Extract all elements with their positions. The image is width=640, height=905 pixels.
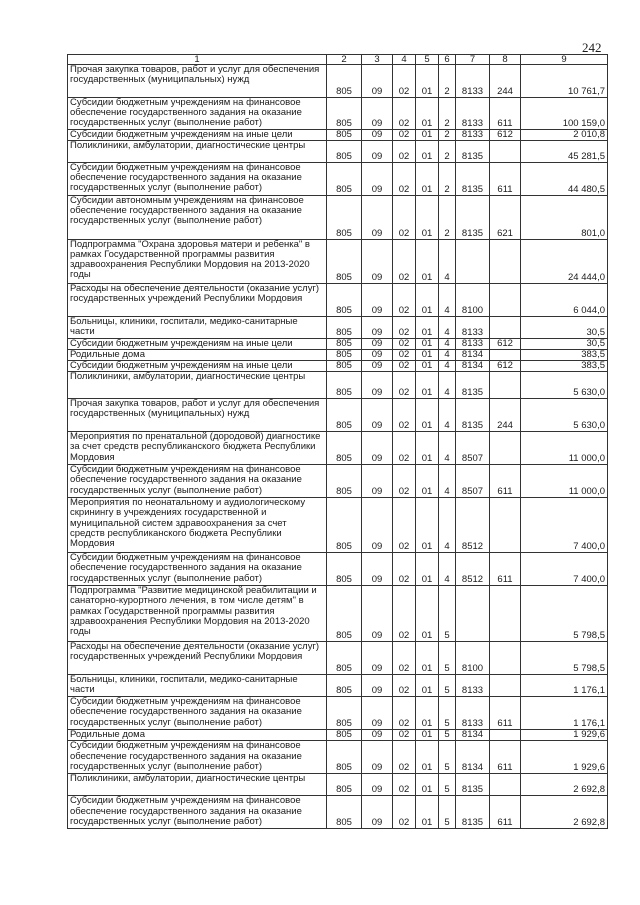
cell-c9: 383,5 xyxy=(521,350,608,361)
cell-c6: 2 xyxy=(439,130,456,141)
table-row xyxy=(68,163,608,196)
cell-c7: 8133 xyxy=(456,317,490,339)
row-name: Больницы, клиники, госпитали, медико-санитарные части xyxy=(68,317,327,339)
cell-c6: 5 xyxy=(439,774,456,796)
cell-c5: 01 xyxy=(416,697,439,730)
cell-c7: 8135 xyxy=(456,163,490,196)
cell-c5: 01 xyxy=(416,730,439,741)
cell-c2: 805 xyxy=(327,432,362,465)
cell-c3: 09 xyxy=(362,372,393,399)
cell-c5: 01 xyxy=(416,372,439,399)
cell-c8: 621 xyxy=(490,196,521,240)
cell-c4: 02 xyxy=(393,361,416,372)
cell-c5: 01 xyxy=(416,350,439,361)
table-body xyxy=(68,65,608,829)
header-cell: 5 xyxy=(416,55,439,65)
row-name: Субсидии бюджетным учреждениям на финансовое обеспечение государственного задания на оказание государственных услуг (выполнение работ) xyxy=(68,98,327,130)
cell-c8: 244 xyxy=(490,65,521,98)
cell-c4: 02 xyxy=(393,284,416,317)
cell-c2: 805 xyxy=(327,65,362,98)
cell-c4: 02 xyxy=(393,697,416,730)
table-row xyxy=(68,361,608,372)
cell-c5: 01 xyxy=(416,675,439,697)
cell-c8 xyxy=(490,141,521,163)
cell-c9: 11 000,0 xyxy=(521,465,608,498)
cell-c6: 5 xyxy=(439,675,456,697)
cell-c5: 01 xyxy=(416,163,439,196)
cell-c2: 805 xyxy=(327,98,362,130)
page-number: 242 xyxy=(582,40,602,55)
row-name: Поликлиники, амбулатории, диагностические центры xyxy=(68,372,327,399)
cell-c4: 02 xyxy=(393,399,416,432)
cell-c9: 1 176,1 xyxy=(521,697,608,730)
cell-c2: 805 xyxy=(327,141,362,163)
cell-c3: 09 xyxy=(362,65,393,98)
cell-c6: 5 xyxy=(439,741,456,774)
cell-c2: 805 xyxy=(327,339,362,350)
cell-c5: 01 xyxy=(416,240,439,284)
cell-c6: 4 xyxy=(439,372,456,399)
cell-c5: 01 xyxy=(416,130,439,141)
cell-c3: 09 xyxy=(362,730,393,741)
cell-c2: 805 xyxy=(327,361,362,372)
cell-c4: 02 xyxy=(393,730,416,741)
budget-table xyxy=(67,54,608,829)
cell-c2: 805 xyxy=(327,642,362,675)
cell-c3: 09 xyxy=(362,350,393,361)
header-cell: 2 xyxy=(327,55,362,65)
header-row xyxy=(68,55,608,65)
cell-c9: 44 480,5 xyxy=(521,163,608,196)
cell-c8 xyxy=(490,675,521,697)
row-name: Мероприятия по неонатальному и аудиологическому скринингу в учреждениях государственной и муниципальной систем здравоохранения за счет средств республиканского бюджета Республики Мордовия xyxy=(68,498,327,553)
cell-c5: 01 xyxy=(416,498,439,553)
cell-c6: 4 xyxy=(439,432,456,465)
cell-c7: 8100 xyxy=(456,284,490,317)
cell-c3: 09 xyxy=(362,774,393,796)
header-cell: 1 xyxy=(68,55,327,65)
cell-c4: 02 xyxy=(393,141,416,163)
cell-c2: 805 xyxy=(327,284,362,317)
cell-c6: 2 xyxy=(439,98,456,130)
row-name: Прочая закупка товаров, работ и услуг для обеспечения государственных (муниципальных) нужд xyxy=(68,65,327,98)
cell-c9: 100 159,0 xyxy=(521,98,608,130)
cell-c7: 8135 xyxy=(456,372,490,399)
cell-c7: 8133 xyxy=(456,697,490,730)
cell-c3: 09 xyxy=(362,361,393,372)
table-row xyxy=(68,465,608,498)
cell-c3: 09 xyxy=(362,796,393,829)
cell-c6: 5 xyxy=(439,586,456,642)
cell-c5: 01 xyxy=(416,553,439,586)
cell-c5: 01 xyxy=(416,399,439,432)
cell-c9: 5 630,0 xyxy=(521,399,608,432)
cell-c3: 09 xyxy=(362,240,393,284)
cell-c2: 805 xyxy=(327,553,362,586)
cell-c5: 01 xyxy=(416,284,439,317)
cell-c9: 24 444,0 xyxy=(521,240,608,284)
table-row xyxy=(68,350,608,361)
cell-c8: 244 xyxy=(490,399,521,432)
cell-c3: 09 xyxy=(362,317,393,339)
table-row xyxy=(68,339,608,350)
cell-c8 xyxy=(490,432,521,465)
cell-c8: 611 xyxy=(490,796,521,829)
cell-c3: 09 xyxy=(362,399,393,432)
cell-c9: 801,0 xyxy=(521,196,608,240)
cell-c6: 5 xyxy=(439,796,456,829)
row-name: Субсидии бюджетным учреждениям на финансовое обеспечение государственного задания на оказание государственных услуг (выполнение работ) xyxy=(68,741,327,774)
table-row xyxy=(68,141,608,163)
cell-c8 xyxy=(490,774,521,796)
cell-c9: 5 798,5 xyxy=(521,642,608,675)
cell-c6: 2 xyxy=(439,141,456,163)
cell-c8 xyxy=(490,586,521,642)
cell-c6: 4 xyxy=(439,498,456,553)
cell-c2: 805 xyxy=(327,399,362,432)
cell-c2: 805 xyxy=(327,163,362,196)
cell-c4: 02 xyxy=(393,465,416,498)
cell-c4: 02 xyxy=(393,432,416,465)
header-cell: 8 xyxy=(490,55,521,65)
cell-c4: 02 xyxy=(393,675,416,697)
cell-c6: 2 xyxy=(439,196,456,240)
cell-c9: 7 400,0 xyxy=(521,553,608,586)
header-cell: 4 xyxy=(393,55,416,65)
cell-c6: 4 xyxy=(439,240,456,284)
cell-c8: 611 xyxy=(490,465,521,498)
cell-c8: 612 xyxy=(490,130,521,141)
cell-c4: 02 xyxy=(393,741,416,774)
cell-c6: 4 xyxy=(439,339,456,350)
cell-c3: 09 xyxy=(362,697,393,730)
cell-c7: 8512 xyxy=(456,498,490,553)
cell-c3: 09 xyxy=(362,432,393,465)
cell-c5: 01 xyxy=(416,741,439,774)
table-row xyxy=(68,796,608,829)
cell-c7: 8134 xyxy=(456,730,490,741)
cell-c9: 2 010,8 xyxy=(521,130,608,141)
cell-c8 xyxy=(490,498,521,553)
table-row xyxy=(68,240,608,284)
table-row xyxy=(68,697,608,730)
cell-c4: 02 xyxy=(393,65,416,98)
cell-c4: 02 xyxy=(393,796,416,829)
cell-c6: 4 xyxy=(439,399,456,432)
cell-c5: 01 xyxy=(416,361,439,372)
cell-c7: 8133 xyxy=(456,675,490,697)
cell-c5: 01 xyxy=(416,796,439,829)
cell-c2: 805 xyxy=(327,796,362,829)
table-row xyxy=(68,642,608,675)
cell-c4: 02 xyxy=(393,642,416,675)
row-name: Прочая закупка товаров, работ и услуг для обеспечения государственных (муниципальных) нужд xyxy=(68,399,327,432)
cell-c3: 09 xyxy=(362,163,393,196)
table-row xyxy=(68,317,608,339)
cell-c7 xyxy=(456,240,490,284)
cell-c4: 02 xyxy=(393,372,416,399)
cell-c5: 01 xyxy=(416,774,439,796)
cell-c9: 383,5 xyxy=(521,361,608,372)
table-row xyxy=(68,65,608,98)
cell-c2: 805 xyxy=(327,498,362,553)
cell-c8 xyxy=(490,317,521,339)
cell-c6: 4 xyxy=(439,361,456,372)
cell-c2: 805 xyxy=(327,697,362,730)
cell-c5: 01 xyxy=(416,98,439,130)
row-name: Субсидии бюджетным учреждениям на финансовое обеспечение государственного задания на оказание государственных услуг (выполнение работ) xyxy=(68,465,327,498)
cell-c3: 09 xyxy=(362,196,393,240)
table-row xyxy=(68,586,608,642)
cell-c2: 805 xyxy=(327,240,362,284)
cell-c9: 2 692,8 xyxy=(521,796,608,829)
cell-c6: 4 xyxy=(439,553,456,586)
cell-c7: 8135 xyxy=(456,141,490,163)
header-cell: 7 xyxy=(456,55,490,65)
table-row xyxy=(68,284,608,317)
cell-c7: 8512 xyxy=(456,553,490,586)
cell-c8: 611 xyxy=(490,98,521,130)
cell-c9: 45 281,5 xyxy=(521,141,608,163)
table-row xyxy=(68,741,608,774)
cell-c9: 6 044,0 xyxy=(521,284,608,317)
header-cell: 6 xyxy=(439,55,456,65)
cell-c8 xyxy=(490,730,521,741)
cell-c9: 7 400,0 xyxy=(521,498,608,553)
cell-c5: 01 xyxy=(416,642,439,675)
cell-c7: 8134 xyxy=(456,350,490,361)
cell-c2: 805 xyxy=(327,196,362,240)
cell-c7: 8135 xyxy=(456,796,490,829)
cell-c9: 30,5 xyxy=(521,339,608,350)
row-name: Субсидии автономным учреждениям на финансовое обеспечение государственного задания на оказание государственных услуг (выполнение работ) xyxy=(68,196,327,240)
row-name: Больницы, клиники, госпитали, медико-санитарные части xyxy=(68,675,327,697)
cell-c6: 2 xyxy=(439,65,456,98)
table-row xyxy=(68,130,608,141)
cell-c6: 5 xyxy=(439,697,456,730)
row-name: Родильные дома xyxy=(68,730,327,741)
cell-c6: 5 xyxy=(439,642,456,675)
cell-c2: 805 xyxy=(327,372,362,399)
table-row xyxy=(68,730,608,741)
cell-c7: 8135 xyxy=(456,774,490,796)
row-name: Мероприятия по пренатальной (дородовой) диагностике за счет средств республиканского бюджета Республики Мордовия xyxy=(68,432,327,465)
cell-c9: 1 176,1 xyxy=(521,675,608,697)
row-name: Поликлиники, амбулатории, диагностические центры xyxy=(68,141,327,163)
cell-c2: 805 xyxy=(327,586,362,642)
cell-c8: 611 xyxy=(490,163,521,196)
cell-c8 xyxy=(490,284,521,317)
table-row xyxy=(68,196,608,240)
cell-c7: 8133 xyxy=(456,65,490,98)
cell-c6: 4 xyxy=(439,284,456,317)
row-name: Подпрограмма "Охрана здоровья матери и ребенка" в рамках Государственной программы развития здравоохранения Республики Мордовия на 2013-2020 годы xyxy=(68,240,327,284)
cell-c3: 09 xyxy=(362,339,393,350)
cell-c9: 1 929,6 xyxy=(521,741,608,774)
cell-c5: 01 xyxy=(416,141,439,163)
cell-c2: 805 xyxy=(327,465,362,498)
row-name: Субсидии бюджетным учреждениям на иные цели xyxy=(68,339,327,350)
cell-c9: 5 798,5 xyxy=(521,586,608,642)
cell-c9: 30,5 xyxy=(521,317,608,339)
cell-c7: 8507 xyxy=(456,465,490,498)
cell-c7: 8133 xyxy=(456,339,490,350)
table-row xyxy=(68,675,608,697)
cell-c7: 8134 xyxy=(456,741,490,774)
cell-c2: 805 xyxy=(327,774,362,796)
table-row xyxy=(68,98,608,130)
cell-c3: 09 xyxy=(362,284,393,317)
cell-c5: 01 xyxy=(416,432,439,465)
cell-c4: 02 xyxy=(393,196,416,240)
cell-c8: 611 xyxy=(490,697,521,730)
header-cell: 9 xyxy=(521,55,608,65)
cell-c3: 09 xyxy=(362,553,393,586)
cell-c9: 10 761,7 xyxy=(521,65,608,98)
cell-c8 xyxy=(490,350,521,361)
row-name: Субсидии бюджетным учреждениям на иные цели xyxy=(68,361,327,372)
cell-c3: 09 xyxy=(362,98,393,130)
cell-c3: 09 xyxy=(362,675,393,697)
cell-c2: 805 xyxy=(327,317,362,339)
row-name: Субсидии бюджетным учреждениям на финансовое обеспечение государственного задания на оказание государственных услуг (выполнение работ) xyxy=(68,163,327,196)
cell-c2: 805 xyxy=(327,741,362,774)
cell-c5: 01 xyxy=(416,586,439,642)
cell-c6: 4 xyxy=(439,317,456,339)
cell-c2: 805 xyxy=(327,675,362,697)
cell-c6: 4 xyxy=(439,465,456,498)
cell-c4: 02 xyxy=(393,317,416,339)
row-name: Субсидии бюджетным учреждениям на иные цели xyxy=(68,130,327,141)
cell-c5: 01 xyxy=(416,317,439,339)
row-name: Субсидии бюджетным учреждениям на финансовое обеспечение государственного задания на оказание государственных услуг (выполнение работ) xyxy=(68,553,327,586)
cell-c3: 09 xyxy=(362,141,393,163)
row-name: Родильные дома xyxy=(68,350,327,361)
cell-c5: 01 xyxy=(416,65,439,98)
table-row xyxy=(68,774,608,796)
row-name: Расходы на обеспечение деятельности (оказание услуг) государственных учреждений Республики Мордовия xyxy=(68,284,327,317)
cell-c3: 09 xyxy=(362,130,393,141)
table-row xyxy=(68,432,608,465)
row-name: Поликлиники, амбулатории, диагностические центры xyxy=(68,774,327,796)
header-cell: 3 xyxy=(362,55,393,65)
cell-c7 xyxy=(456,586,490,642)
cell-c2: 805 xyxy=(327,730,362,741)
cell-c3: 09 xyxy=(362,498,393,553)
row-name: Субсидии бюджетным учреждениям на финансовое обеспечение государственного задания на оказание государственных услуг (выполнение работ) xyxy=(68,697,327,730)
row-name: Субсидии бюджетным учреждениям на финансовое обеспечение государственного задания на оказание государственных услуг (выполнение работ) xyxy=(68,796,327,829)
cell-c4: 02 xyxy=(393,339,416,350)
cell-c4: 02 xyxy=(393,98,416,130)
cell-c9: 5 630,0 xyxy=(521,372,608,399)
row-name: Подпрограмма "Развитие медицинской реабилитации и санаторно-курортного лечения, в том числе детям" в рамках Государственной программы развития здравоохранения Республики Мордовия на 2013-2020 годы xyxy=(68,586,327,642)
cell-c8: 611 xyxy=(490,553,521,586)
cell-c2: 805 xyxy=(327,130,362,141)
cell-c7: 8507 xyxy=(456,432,490,465)
table-row xyxy=(68,372,608,399)
cell-c8 xyxy=(490,372,521,399)
cell-c3: 09 xyxy=(362,642,393,675)
cell-c9: 2 692,8 xyxy=(521,774,608,796)
cell-c2: 805 xyxy=(327,350,362,361)
cell-c8: 612 xyxy=(490,339,521,350)
cell-c8 xyxy=(490,642,521,675)
cell-c7: 8133 xyxy=(456,98,490,130)
cell-c3: 09 xyxy=(362,465,393,498)
cell-c5: 01 xyxy=(416,196,439,240)
cell-c7: 8135 xyxy=(456,196,490,240)
cell-c6: 5 xyxy=(439,730,456,741)
cell-c6: 2 xyxy=(439,163,456,196)
cell-c7: 8133 xyxy=(456,130,490,141)
cell-c4: 02 xyxy=(393,163,416,196)
cell-c5: 01 xyxy=(416,339,439,350)
cell-c4: 02 xyxy=(393,130,416,141)
cell-c8: 612 xyxy=(490,361,521,372)
cell-c7: 8135 xyxy=(456,399,490,432)
cell-c4: 02 xyxy=(393,498,416,553)
cell-c9: 11 000,0 xyxy=(521,432,608,465)
table-row xyxy=(68,399,608,432)
row-name: Расходы на обеспечение деятельности (оказание услуг) государственных учреждений Республики Мордовия xyxy=(68,642,327,675)
cell-c7: 8100 xyxy=(456,642,490,675)
cell-c9: 1 929,6 xyxy=(521,730,608,741)
cell-c4: 02 xyxy=(393,586,416,642)
cell-c7: 8134 xyxy=(456,361,490,372)
table-row xyxy=(68,553,608,586)
cell-c8: 611 xyxy=(490,741,521,774)
cell-c8 xyxy=(490,240,521,284)
cell-c4: 02 xyxy=(393,350,416,361)
cell-c5: 01 xyxy=(416,465,439,498)
cell-c4: 02 xyxy=(393,553,416,586)
cell-c3: 09 xyxy=(362,741,393,774)
cell-c3: 09 xyxy=(362,586,393,642)
cell-c4: 02 xyxy=(393,774,416,796)
cell-c4: 02 xyxy=(393,240,416,284)
table-row xyxy=(68,498,608,553)
cell-c6: 4 xyxy=(439,350,456,361)
